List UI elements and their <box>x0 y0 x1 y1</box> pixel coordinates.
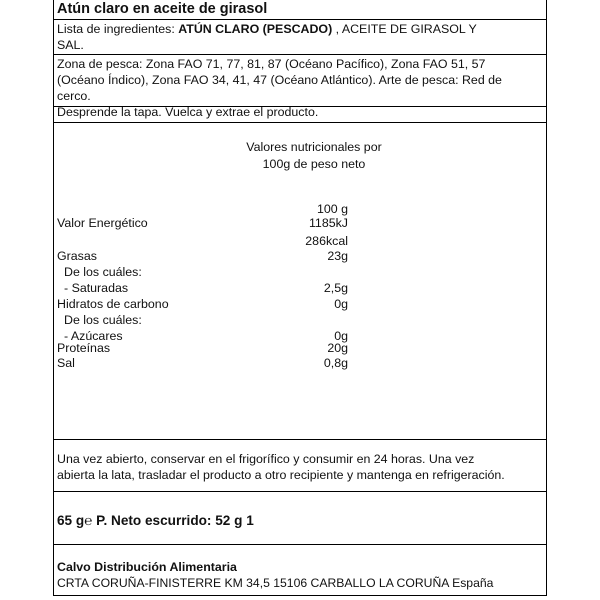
nutrition-row-value: 0g <box>334 329 348 343</box>
divider <box>54 19 546 20</box>
nutrition-header-line-1: Valores nutricionales por <box>246 140 382 154</box>
divider <box>54 491 546 492</box>
nutrition-row-label: Sal <box>57 356 75 370</box>
nutrition-row-label: Grasas <box>57 249 97 263</box>
nutrition-row-value: 20g <box>327 341 348 355</box>
fishing-text <box>57 56 545 104</box>
net-weight: 65 g℮ P. Neto escurrido: 52 g 1 <box>57 513 254 528</box>
nutrition-row-value: 0,8g <box>323 356 348 370</box>
divider <box>54 122 546 123</box>
product-title: Atún claro en aceite de girasol <box>57 1 268 17</box>
nutrition-row-label: Proteínas <box>57 341 111 355</box>
nutrition-row-value: 0g <box>334 297 348 311</box>
nutrition-row-label: Hidratos de carbono <box>57 297 169 311</box>
divider <box>54 544 546 545</box>
nutrition-row-value: 286kcal <box>305 234 348 248</box>
nutrition-row-value: 23g <box>327 249 348 263</box>
storage-text <box>57 451 545 483</box>
nutrition-column-header: 100 g <box>316 202 348 216</box>
ingredients-rest: , ACEITE DE GIRASOL Y <box>332 22 477 36</box>
divider <box>54 439 546 440</box>
storage-line-1: Una vez abierto, conservar en el frigorífico y consumir en 24 horas. Una vez <box>57 452 475 466</box>
product-label <box>53 0 547 596</box>
nutrition-row-value: 2,5g <box>323 281 348 295</box>
nutrition-row-label: De los cuáles: <box>64 265 142 279</box>
nutrition-header-line-2: 100g de peso neto <box>262 157 366 171</box>
fishing-line-1: Zona de pesca: Zona FAO 71, 77, 81, 87 (Océano Pacífico), Zona FAO 51, 57 <box>57 57 486 71</box>
ingredients-rest-line2: SAL. <box>57 38 84 52</box>
nutrition-row-label: - Saturadas <box>64 281 129 295</box>
instructions-text: Desprende la tapa. Vuelca y extrae el producto. <box>57 105 319 119</box>
ingredients-allergen: ATÚN CLARO (PESCADO) <box>178 22 333 36</box>
fishing-line-2: (Océano Índico), Zona FAO 34, 41, 47 (Océano Atlántico). Arte de pesca: Red de <box>57 73 502 87</box>
company-name: Calvo Distribución Alimentaria <box>57 560 237 574</box>
ingredients-text <box>57 21 545 53</box>
company-address: CRTA CORUÑA-FINISTERRE KM 34,5 15106 CARBALLO LA CORUÑA España <box>57 576 494 590</box>
nutrition-row-label: Valor Energético <box>57 216 148 230</box>
nutrition-row-label: De los cuáles: <box>64 313 142 327</box>
ingredients-label: Lista de ingredientes: <box>57 22 179 36</box>
divider <box>54 54 546 55</box>
nutrition-row-label: - Azúcares <box>64 329 123 343</box>
nutrition-row-value: 1185kJ <box>308 216 348 230</box>
storage-line-2: abierta la lata, trasladar el producto a otro recipiente y mantenga en refrigeración. <box>57 468 505 482</box>
fishing-line-3: cerco. <box>57 89 91 103</box>
